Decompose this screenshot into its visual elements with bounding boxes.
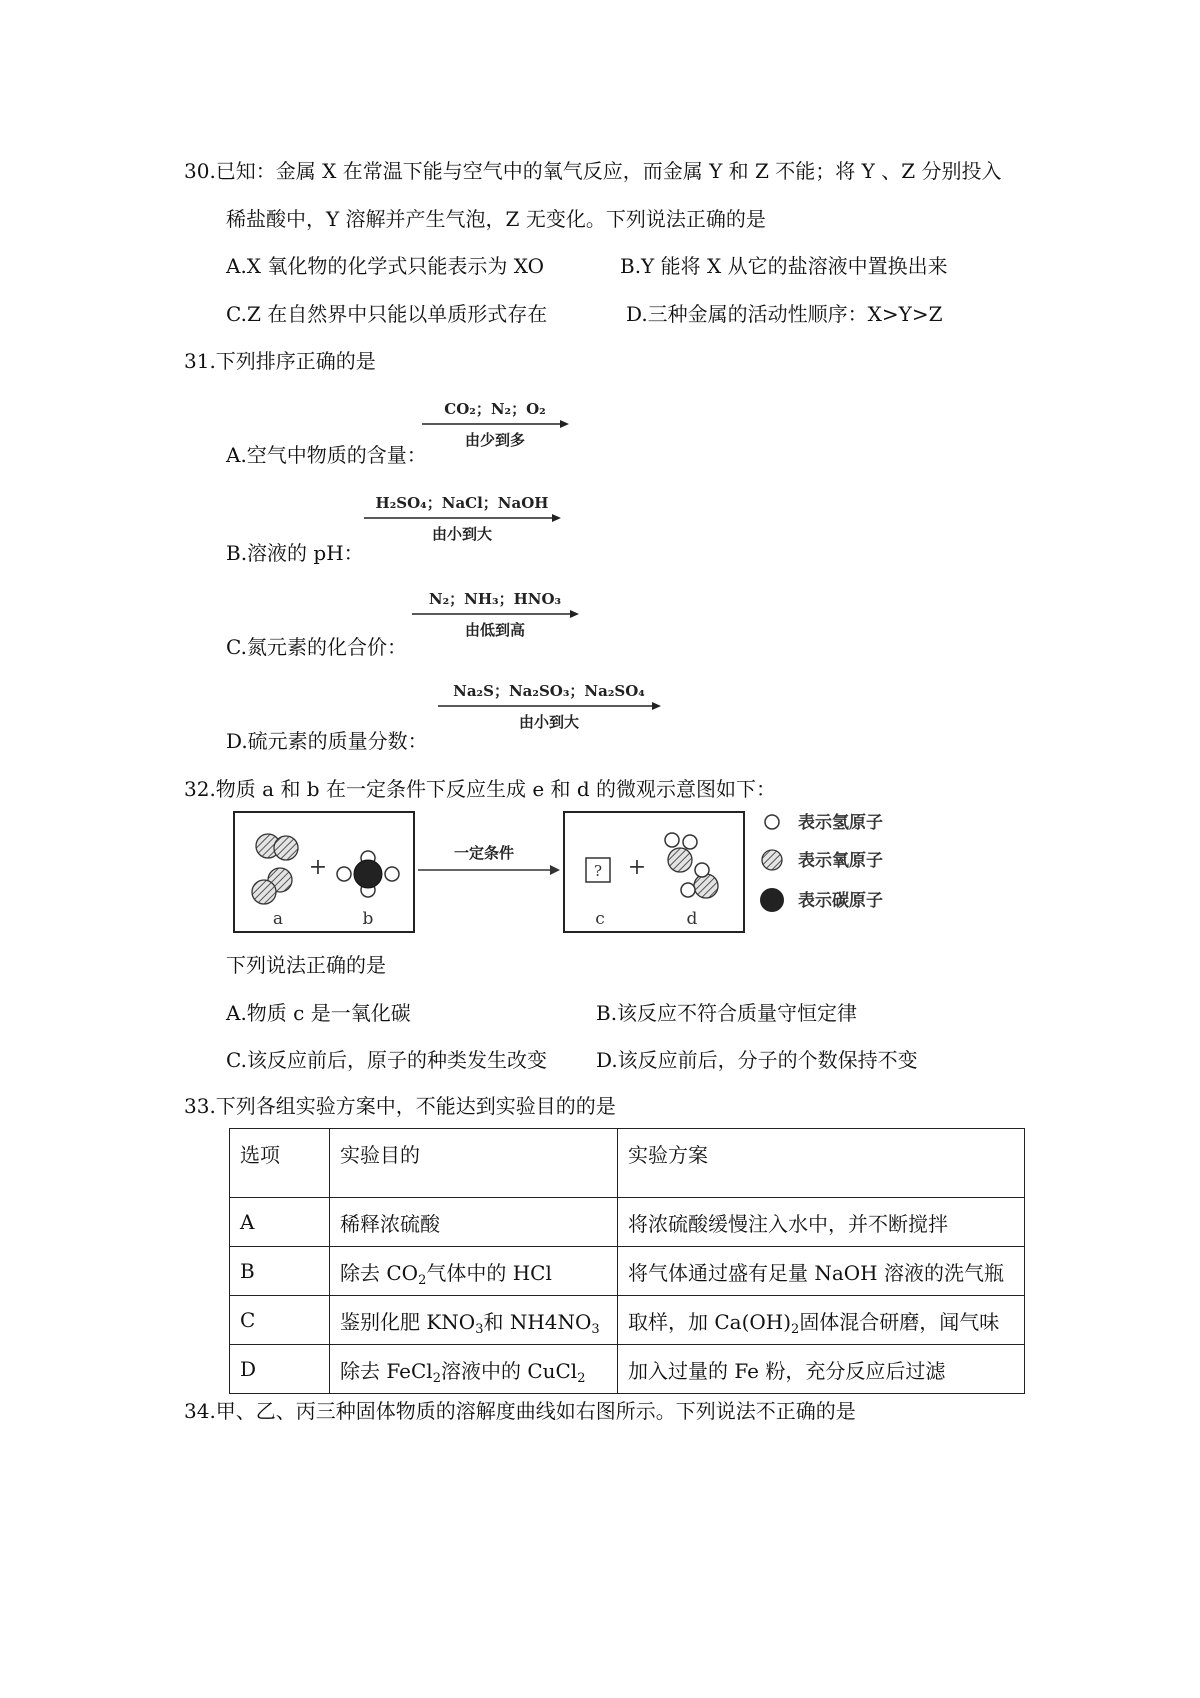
header-option: 选项 <box>230 1129 330 1198</box>
row-b-option: B <box>230 1247 330 1296</box>
header-goal: 实验目的 <box>330 1129 618 1198</box>
table-row <box>230 1198 1025 1247</box>
arrow-icon <box>410 609 580 619</box>
q31-option-b-label: B.溶液的 pH： <box>226 541 364 565</box>
row-d-option: D <box>230 1345 330 1394</box>
q31-option-c-bottom: 由低到高 <box>464 621 525 639</box>
q32-option-d: D.该反应前后，分子的个数保持不变 <box>596 1048 918 1072</box>
molecule-b <box>337 851 399 897</box>
q30-stem-line2: 稀盐酸中，Y 溶解并产生气泡，Z 无变化。下列说法正确的是 <box>226 207 766 231</box>
row-c-goal: 鉴别化肥 $KNO_3$和 $NH4NO_3$ <box>330 1296 618 1345</box>
legend-hydrogen: 表示氢原子 <box>798 813 883 833</box>
q30-stem-line1: 30.已知：金属 X 在常温下能与空气中的氧气反应，而金属 Y 和 Z 不能；将 Y 、Z 分别投入 <box>184 159 1002 183</box>
q31-option-a-label: A.空气中物质的含量： <box>226 443 427 467</box>
arrow-icon <box>362 513 562 523</box>
plus-sign-right: + <box>627 855 647 880</box>
q30-option-d: D.三种金属的活动性顺序：X>Y>Z <box>626 302 943 326</box>
q32-reaction-diagram <box>232 808 912 942</box>
q32-option-a: A.物质 c 是一氧化碳 <box>226 1001 411 1025</box>
q31-option-d-arrow <box>436 680 662 732</box>
row-d-goal: 除去 FeCl$_2$溶液中的 CuCl$_2$ <box>330 1345 618 1394</box>
q31-option-b-bottom: 由小到大 <box>431 525 492 543</box>
molecule-d <box>665 833 718 898</box>
row-a-plan: 将浓硫酸缓慢注入水中，并不断搅拌 <box>618 1198 1025 1247</box>
q31-option-a-bottom: 由少到多 <box>464 431 525 449</box>
condition-label: 一定条件 <box>453 844 515 862</box>
header-plan: 实验方案 <box>618 1129 1025 1198</box>
row-c-option: C <box>230 1296 330 1345</box>
q33-stem: 33.下列各组实验方案中，不能达到实验目的的是 <box>184 1094 616 1118</box>
row-a-goal: 稀释浓硫酸 <box>330 1198 618 1247</box>
q30-option-b: B.Y 能将 X 从它的盐溶液中置换出来 <box>620 254 948 278</box>
arrow-icon <box>420 419 570 429</box>
label-b: b <box>362 909 374 929</box>
q31-option-a-arrow <box>420 398 570 450</box>
table-header-row <box>230 1129 1025 1198</box>
q31-option-c-arrow <box>410 588 580 640</box>
label-c: c <box>595 909 605 929</box>
table-row <box>230 1296 1025 1345</box>
row-d-plan: 加入过量的 Fe 粉，充分反应后过滤 <box>618 1345 1025 1394</box>
legend-carbon: 表示碳原子 <box>798 891 883 911</box>
unknown-mark: ? <box>593 862 603 880</box>
table-row <box>230 1247 1025 1296</box>
legend-oxygen-icon <box>762 850 782 870</box>
row-b-plan: 将气体通过盛有足量 NaOH 溶液的洗气瓶 <box>618 1247 1025 1296</box>
q31-stem: 31.下列排序正确的是 <box>184 349 376 373</box>
q31-option-b-arrow <box>362 492 562 544</box>
row-b-goal: 除去 $CO_2$气体中的 HCl <box>330 1247 618 1296</box>
plus-sign-left: + <box>308 855 328 880</box>
label-a: a <box>272 909 284 929</box>
q32-option-b: B.该反应不符合质量守恒定律 <box>596 1001 858 1025</box>
row-c-plan: 取样，加 $Ca(OH)_2$固体混合研磨，闻气味 <box>618 1296 1025 1345</box>
legend-carbon-icon <box>760 888 784 912</box>
table-row <box>230 1345 1025 1394</box>
legend-oxygen: 表示氧原子 <box>798 851 883 871</box>
q31-option-c-top: N₂；NH₃；HNO₃ <box>428 590 562 608</box>
q33-table <box>229 1128 1025 1394</box>
label-d: d <box>686 909 698 929</box>
q31-option-c-label: C.氮元素的化合价： <box>226 635 407 659</box>
q32-option-c: C.该反应前后，原子的种类发生改变 <box>226 1048 547 1072</box>
arrow-icon <box>436 701 662 711</box>
q34-stem: 34.甲、乙、丙三种固体物质的溶解度曲线如右图所示。下列说法不正确的是 <box>184 1399 856 1423</box>
q30-option-c: C.Z 在自然界中只能以单质形式存在 <box>226 302 548 326</box>
legend-hydrogen-icon <box>765 815 779 829</box>
q30-option-a: A.X 氧化物的化学式只能表示为 XO <box>226 254 545 278</box>
q31-option-d-bottom: 由小到大 <box>518 713 579 731</box>
q31-option-d-label: D.硫元素的质量分数： <box>226 729 428 753</box>
q32-stem: 32.物质 a 和 b 在一定条件下反应生成 e 和 d 的微观示意图如下： <box>184 777 777 801</box>
row-a-option: A <box>230 1198 330 1247</box>
q31-option-b-top: H₂SO₄；NaCl；NaOH <box>375 494 549 512</box>
q32-prompt: 下列说法正确的是 <box>226 953 386 977</box>
q31-option-a-top: CO₂；N₂；O₂ <box>444 400 546 418</box>
q31-option-d-top: Na₂S；Na₂SO₃；Na₂SO₄ <box>453 682 645 700</box>
molecule-a <box>252 834 298 904</box>
